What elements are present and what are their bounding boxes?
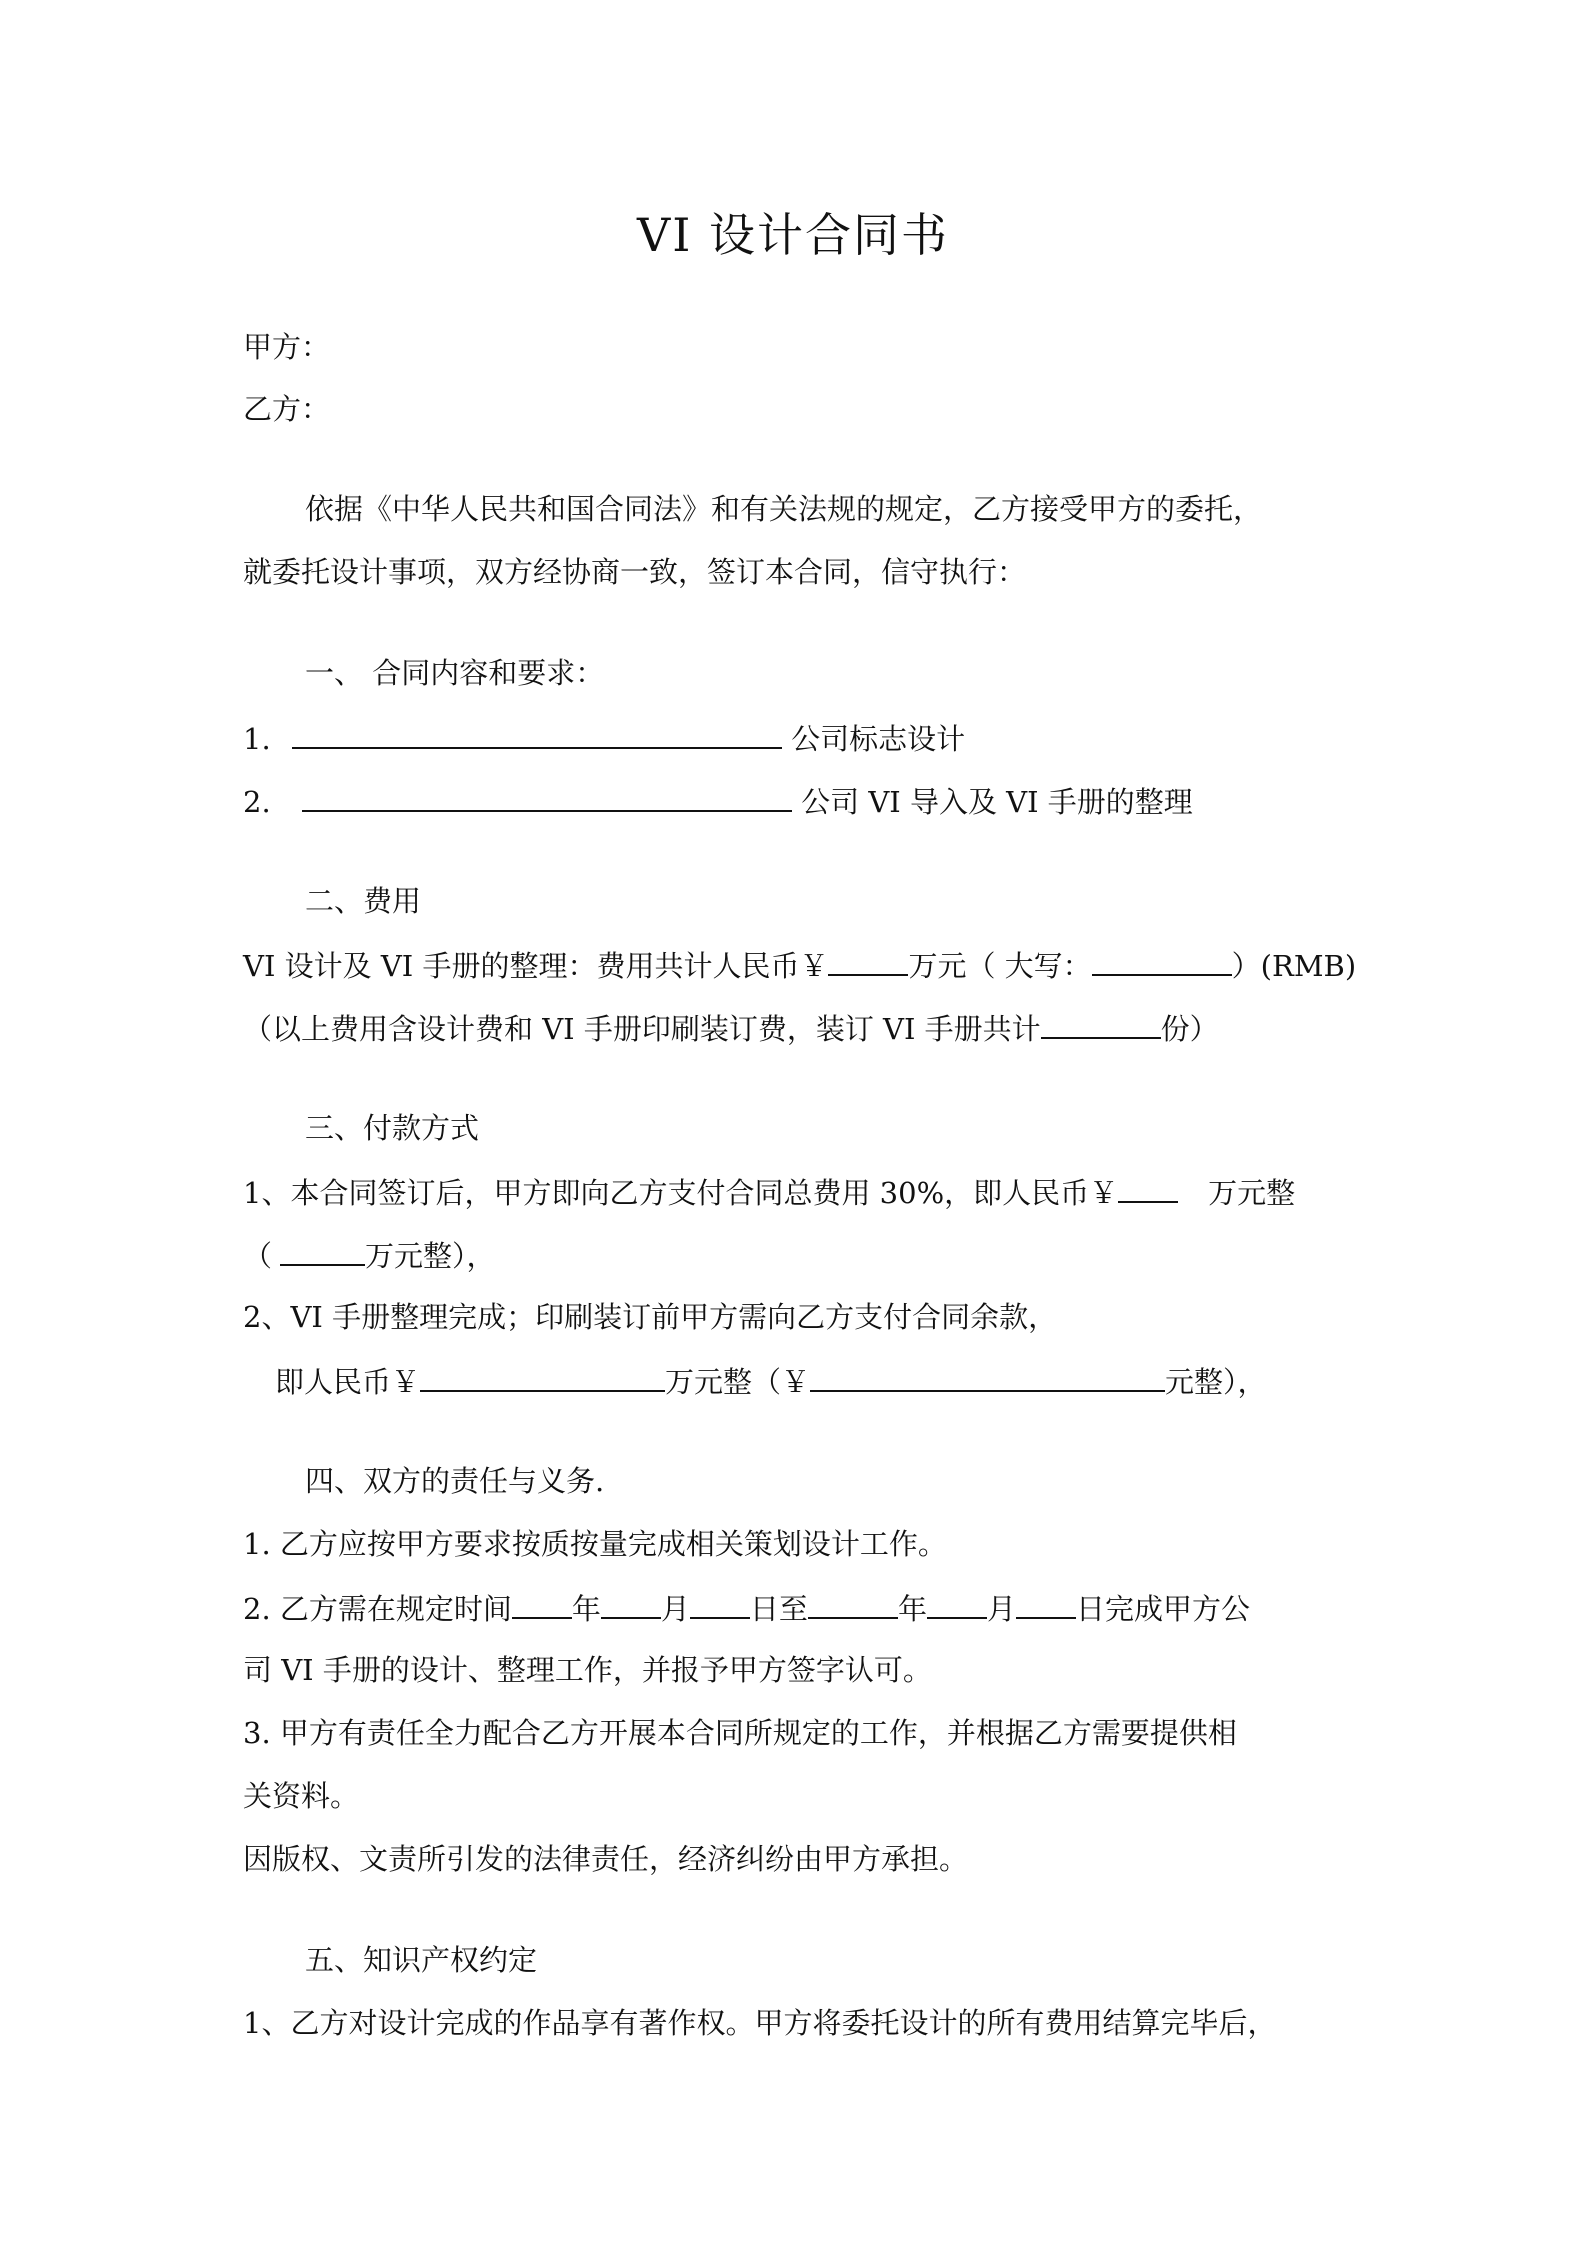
payment-1-amount-blank[interactable] <box>1118 1171 1178 1203</box>
payment-1-line-2 <box>243 1234 496 1276</box>
fee-text-a: VI 设计及 VI 手册的整理：费用共计人民币￥ <box>243 949 829 983</box>
item-1-text: 公司标志设计 <box>791 722 966 756</box>
duty-2-day-2: 日完成甲方公 <box>1075 1592 1250 1626</box>
end-year-blank[interactable] <box>808 1587 898 1619</box>
payment-1-line-1 <box>243 1171 1295 1213</box>
section-1-heading: 一、 合同内容和要求： <box>305 656 605 690</box>
liability-note: 因版权、文责所引发的法律责任，经济纠纷由甲方承担。 <box>243 1842 969 1876</box>
payment-2-text-b: 万元整（￥ <box>665 1365 811 1399</box>
company-name-blank-2[interactable] <box>302 780 792 812</box>
start-year-blank[interactable] <box>512 1587 572 1619</box>
payment-2-line-2 <box>275 1360 1267 1402</box>
section-3-heading: 三、付款方式 <box>305 1111 480 1145</box>
document-title: VI 设计合同书 <box>636 208 949 262</box>
duty-2-month-1: 月 <box>660 1592 690 1626</box>
fee-text-c: ）(RMB) <box>1231 949 1357 983</box>
fee-line-2 <box>243 1007 1219 1049</box>
payment-2-yuan-blank[interactable] <box>810 1360 1165 1392</box>
section-4-heading: 四、双方的责任与义务. <box>305 1464 605 1498</box>
payment-1-text-d: 万元整）， <box>365 1239 496 1273</box>
start-day-blank[interactable] <box>690 1587 750 1619</box>
company-name-blank-1[interactable] <box>292 717 782 749</box>
section-1-item-1 <box>243 717 965 759</box>
duty-2-text-a: 2. 乙方需在规定时间 <box>243 1592 512 1626</box>
payment-2-text-a: 即人民币￥ <box>275 1365 421 1399</box>
payment-2-line-1: 2、VI 手册整理完成；印刷装订前甲方需向乙方支付合同余款， <box>243 1300 1058 1334</box>
duty-2-year-1: 年 <box>571 1592 601 1626</box>
duty-item-3-line-1: 3. 甲方有责任全力配合乙方开展本合同所规定的工作，并根据乙方需要提供相 <box>243 1716 1237 1750</box>
intro-line-1: 依据《中华人民共和国合同法》和有关法规的规定，乙方接受甲方的委托， <box>305 492 1263 526</box>
payment-2-text-c: 元整）， <box>1165 1365 1267 1399</box>
section-1-item-2 <box>243 780 1193 822</box>
duty-item-3-line-2: 关资料。 <box>243 1779 360 1813</box>
end-month-blank[interactable] <box>927 1587 987 1619</box>
manual-count-blank[interactable] <box>1041 1007 1161 1039</box>
duty-item-2-line-1 <box>243 1587 1250 1629</box>
duty-2-month-2: 月 <box>986 1592 1016 1626</box>
section-5-heading: 五、知识产权约定 <box>305 1943 538 1977</box>
fee-text-b: 万元（ 大写： <box>908 949 1092 983</box>
fee-line-1 <box>243 944 1356 986</box>
party-a-label: 甲方： <box>243 330 331 364</box>
payment-1-capital-blank[interactable] <box>280 1234 365 1266</box>
item-2-number: 2. <box>243 785 271 819</box>
duty-item-2-line-2: 司 VI 手册的设计、整理工作，并报予甲方签字认可。 <box>243 1653 932 1687</box>
duty-2-day-1: 日至 <box>749 1592 808 1626</box>
end-day-blank[interactable] <box>1016 1587 1076 1619</box>
payment-1-text-b: 万元整 <box>1208 1176 1296 1210</box>
duty-item-1: 1. 乙方应按甲方要求按质按量完成相关策划设计工作。 <box>243 1527 947 1561</box>
item-2-text: 公司 VI 导入及 VI 手册的整理 <box>801 785 1193 819</box>
fee-note-b: 份） <box>1160 1012 1219 1046</box>
fee-capital-blank[interactable] <box>1092 944 1232 976</box>
item-1-number: 1. <box>243 722 271 756</box>
ip-item-1: 1、乙方对设计完成的作品享有著作权。甲方将委托设计的所有费用结算完毕后， <box>243 2006 1277 2040</box>
payment-2-amount-blank[interactable] <box>420 1360 665 1392</box>
section-2-heading: 二、费用 <box>305 884 422 918</box>
fee-amount-blank[interactable] <box>828 944 908 976</box>
payment-1-text-a: 1、本合同签订后，甲方即向乙方支付合同总费用 30%，即人民币￥ <box>243 1176 1119 1210</box>
fee-note-a: （以上费用含设计费和 VI 手册印刷装订费，装订 VI 手册共计 <box>243 1012 1041 1046</box>
intro-line-2: 就委托设计事项，双方经协商一致，签订本合同，信守执行： <box>243 555 1027 589</box>
payment-1-text-c: （ <box>243 1239 273 1273</box>
start-month-blank[interactable] <box>601 1587 661 1619</box>
duty-2-year-2: 年 <box>897 1592 927 1626</box>
party-b-label: 乙方： <box>243 392 331 426</box>
